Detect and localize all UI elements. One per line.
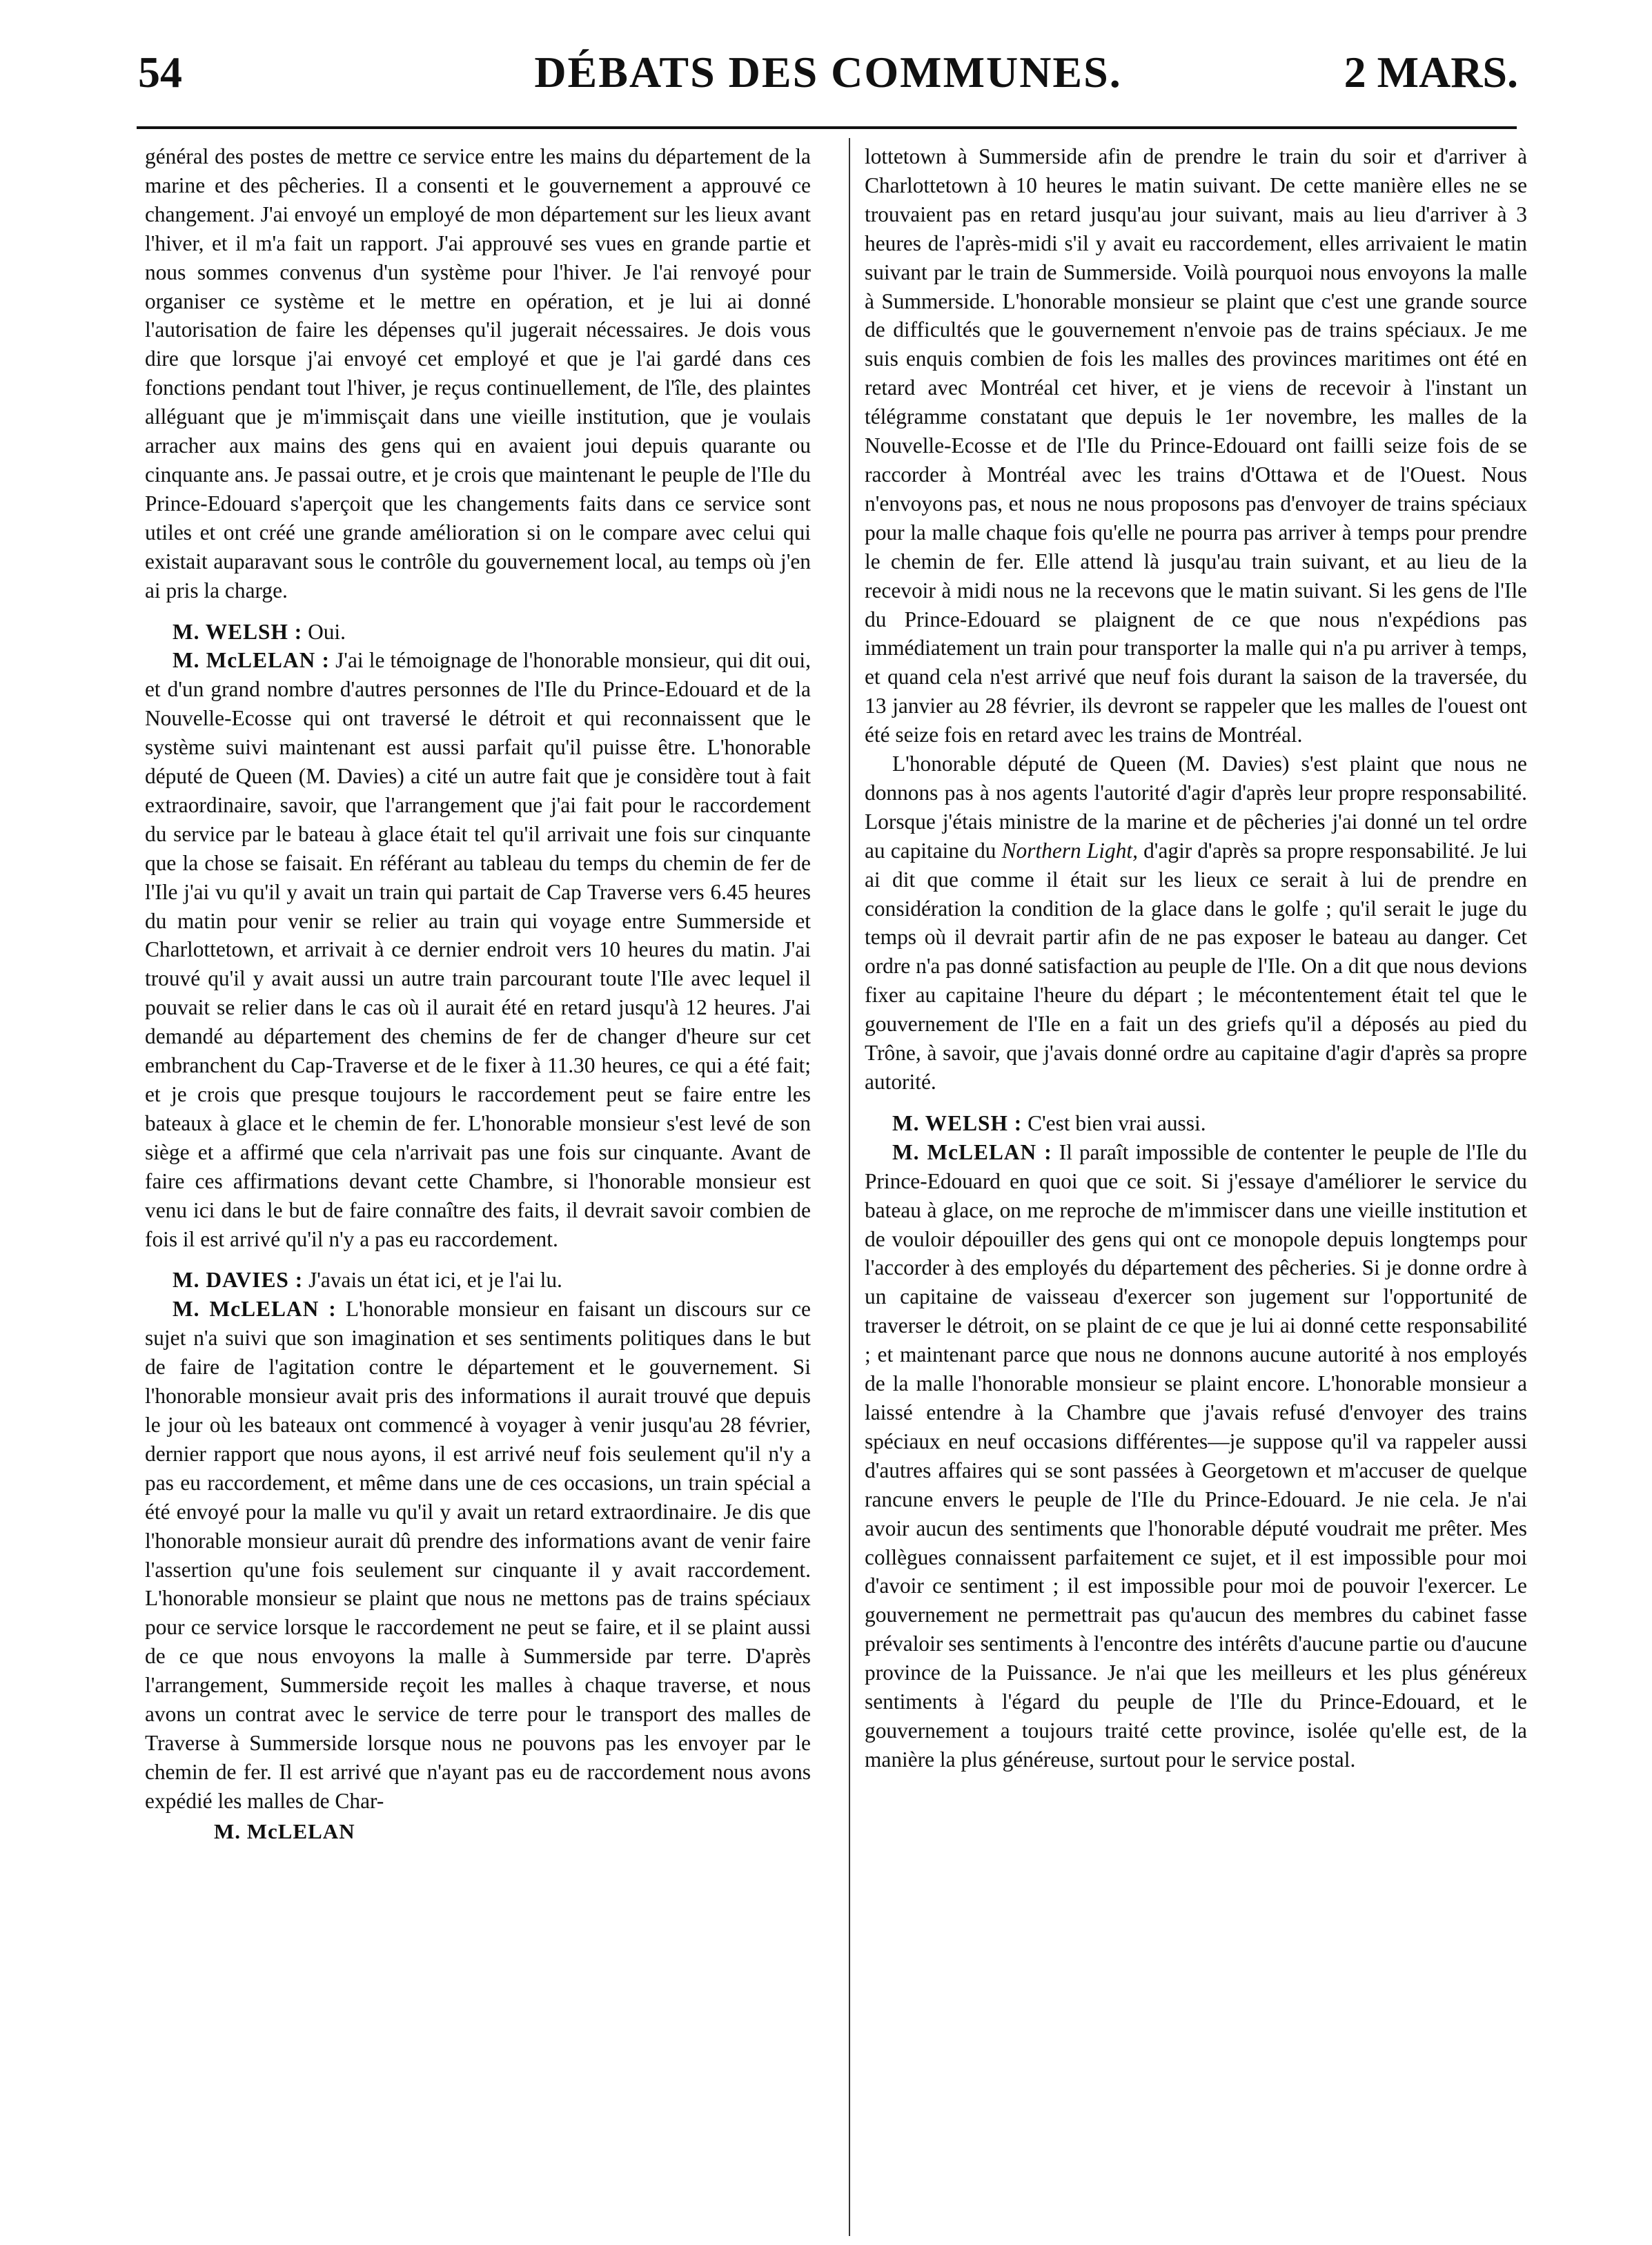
- speaker-name: M. McLELAN :: [173, 648, 330, 673]
- speech-text: J'avais un état ici, et je l'ai lu.: [308, 1268, 562, 1293]
- right-column: [865, 142, 1527, 1774]
- paragraph: [865, 1138, 1527, 1774]
- paragraph: général des postes de mettre ce service entre les mains du département de la marine et des pêcheries. Il a consenti et le gouvernement a approuvé ce changement. J'ai envoyé un employé de mon département sur les lieux avant l'hiver, et il m'a fait un rapport. J'ai approuvé ses vues en grande partie et nous sommes convenus d'un système pour l'hiver. Je l'ai renvoyé pour organiser ce système et le mettre en opération, et je lui ai donné l'autorisation de faire les dépenses qu'il jugerait nécessaires. Je dois vous dire que lorsque j'ai envoyé cet employé et que je l'ai gardé dans ces fonctions pendant tout l'hiver, je reçus continuellement, de l'île, des plaintes alléguant que je m'immisçait dans une vieille institution, que je voulais arracher aux mains des gens qui en avaient joui depuis quarante ou cinquante ans. Je passai outre, et je crois que maintenant le peuple de l'Ile du Prince-Edouard s'aperçoit que les changements faits dans ce service sont utiles et ont créé une grande amélioration si on le compare avec celui qui existait auparavant sous le contrôle du gouvernement local, au temps où j'en ai pris la charge.: [145, 144, 811, 602]
- page-number: 54: [138, 48, 182, 97]
- running-title: DÉBATS DES COMMUNES.: [534, 48, 1122, 97]
- paragraph-text: d'agir d'après sa propre responsabilité. Je lui ai dit que comme il était sur les lieux ce serait à lui de prendre en considération la condition de la glace dans le golfe ; qu'il serait le juge du temps où il devrait partir afin de ne pas exposer le bateau au danger. Cet ordre n'a pas donné satisfaction au peuple de l'Ile. On a dit que nous devions fixer au capitaine l'heure du départ ; le mécontentement était tel que le gouvernement de l'Ile en a fait un des griefs qu'il a déposés au pied du Trône, à savoir, que j'avais donné ordre au capitaine d'agir d'après sa propre autorité.: [865, 838, 1527, 1094]
- left-column: [145, 142, 811, 1846]
- paragraph: lottetown à Summerside afin de prendre le train du soir et d'arriver à Charlottetown à 10 heures le matin suivant. De cette manière elles ne se trouvaient pas en retard jusqu'au jour suivant, mais au lieu d'arriver à 3 heures de l'après-midi s'il y avait eu raccordement, elles arrivaient le matin suivant par le train de Summerside. Voilà pourquoi nous envoyons la malle à Summerside. L'honorable monsieur se plaint que c'est une grande source de difficultés que le gouvernement n'envoie pas de trains spéciaux. Je me suis enquis combien de fois les malles des provinces maritimes ont été en retard avec Montréal cet hiver, et je viens de recevoir à l'instant un télégramme constatant que depuis le 1er novembre, les malles de la Nouvelle-Ecosse et de l'Ile du Prince-Edouard ont failli seize fois de se raccorder à Montréal avec les trains d'Ottawa et de l'Ouest. Nous n'envoyons pas, et nous ne nous proposons pas d'envoyer de trains spéciaux pour la malle chaque fois qu'elle ne pourra pas arriver à temps pour prendre le chemin de fer. Elle attend là jusqu'au train suivant, et au lieu de la recevoir à midi nous ne la recevons que le matin suivant. Si les gens de l'Ile du Prince-Edouard se plaignent de ce que nous n'expédions pas immédiatement un train pour transporter la malle qui n'a pu arriver à temps, et quand cela n'est arrivé que neuf fois durant la saison de la traversée, du 13 janvier au 28 février, ils devront se rappeler que les malles de l'ouest ont été seize fois en retard avec les trains de Montréal.: [865, 144, 1527, 747]
- page-header: [138, 47, 1518, 104]
- speaker-name: M. McLELAN :: [173, 1297, 337, 1322]
- speech-text: Oui.: [308, 619, 346, 644]
- ship-name: Northern Light,: [1001, 838, 1138, 863]
- paragraph: [145, 1295, 811, 1815]
- speech-text: Il paraît impossible de contenter le peuple de l'Ile du Prince-Edouard en quoi que ce soit. Si j'essaye d'améliorer le service du bateau à glace, on me reproche de m'immiscer dans une vieille institution et de vouloir dépouiller des gens qui ont ce monopole depuis longtemps pour l'accorder à des employés du département des pêcheries. Si je donne ordre à un capitaine de vaisseau d'exercer son jugement sur l'opportunité de traverser le détroit, on se plaint de ce que je lui ai donné cette responsabilité ; et maintenant parce que nous ne donnons aucune autorité à nos employés de la malle l'honorable monsieur se plaint encore. L'honorable monsieur a laissé entendre à la Chambre que j'avais refusé d'envoyer des trains spéciaux en neuf occasions différentes—je suppose qu'il va rappeler aussi d'autres affaires qui se sont passées à Georgetown et m'accuser de quelque rancune envers le peuple de l'Ile du Prince-Edouard. Je nie cela. Je n'ai avoir aucun des sentiments que l'honorable député voudrait me prêter. Mes collègues connaissent parfaitement ce sujet, et il est impossible pour moi d'avoir ce sentiment ; il est impossible pour moi de pouvoir l'exercer. Le gouvernement ne permettrait pas qu'aucun des membres du cabinet fasse prévaloir ses sentiments à l'encontre des intérêts d'aucune partie ou d'aucune province de la Puissance. Je n'ai que les meilleurs et les plus généreux sentiments à l'égard du peuple de l'Ile du Prince-Edouard, et le gouvernement a toujours traité cette province, isolée qu'elle est, de la manière la plus généreuse, surtout pour le service postal.: [865, 1139, 1527, 1772]
- speech-text: C'est bien vrai aussi.: [1027, 1110, 1206, 1135]
- catchword: M. McLELAN: [214, 1818, 355, 1843]
- issue-date: 2 MARS.: [1344, 48, 1518, 97]
- paragraph: [865, 1109, 1527, 1138]
- column-divider: [849, 138, 850, 2236]
- speaker-name: M. McLELAN :: [892, 1139, 1052, 1164]
- speaker-name: M. WELSH :: [173, 619, 303, 644]
- speech-text: L'honorable monsieur en faisant un discours sur ce sujet n'a suivi que son imagination et ses sentiments politiques dans le but de faire de l'agitation contre le département et le gouvernement. Si l'honorable monsieur avait pris des informations il aurait trouvé que depuis le jour où les bateaux ont commencé à voyager à venir jusqu'au 28 février, dernier rapport que nous ayons, il est arrivé neuf fois seulement qu'il n'y a pas eu raccordement, et même dans une de ces occasions, un train spécial a été envoyé pour la malle vu qu'il y avait un retard extraordinaire. Je dis que l'honorable monsieur aurait dû prendre des informations avant de venir faire l'assertion qu'une fois seulement sur cinquante il y avait raccordement. L'honorable monsieur se plaint que nous ne mettons pas de trains spéciaux pour ce service lorsque le raccordement ne peut se faire, et il se plaint aussi de ce que nous envoyons la malle à Summerside par terre. D'après l'arrangement, Summerside reçoit les malles à chaque traverse, et nous avons un contrat avec le service de terre pour le transport des malles de Traverse à Summerside lorsque nous ne pouvons pas les envoyer par le chemin de fer. Il est arrivé que n'ayant pas eu de raccordement nous avons expédié les malles de Char-: [145, 1297, 811, 1813]
- paragraph: [145, 1266, 811, 1295]
- speaker-name: M. WELSH :: [892, 1110, 1023, 1135]
- paragraph: [145, 618, 811, 647]
- paragraph: [145, 646, 811, 1253]
- paragraph-text: L'honorable député de Queen (M. Davies) s'est plaint que nous ne donnons pas à nos agents l'autorité d'agir d'après leur propre responsabilité. Lorsque j'étais ministre de la marine et de pêcheries j'ai donné un tel ordre au capitaine du: [865, 752, 1527, 863]
- speaker-name: M. DAVIES :: [173, 1268, 304, 1293]
- paragraph: [865, 749, 1527, 1097]
- speech-text: J'ai le témoignage de l'honorable monsieur, qui dit oui, et d'un grand nombre d'autres personnes de l'Ile du Prince-Edouard et de la Nouvelle-Ecosse qui ont traversé le détroit et qui reconnaissent que le système suivi maintenant est aussi parfait qu'il puisse être. L'honorable député de Queen (M. Davies) a cité un autre fait que je considère tout à fait extraordinaire, savoir, que l'arrangement que j'ai fait pour le raccordement du service par le bateau à glace était tel qu'il arrivait une fois sur cinquante que la chose se faisait. En référant au tableau du temps du chemin de fer de l'Ile j'ai vu qu'il y avait un train qui partait de Cap Traverse vers 6.45 heures du matin pour venir se relier au train qui voyage entre Summerside et Charlottetown, et arrivait à ce dernier endroit vers 10 heures du matin. J'ai trouvé qu'il y avait aussi un autre train parcourant toute l'Ile avec lequel il pouvait se relier dans le cas où il aurait été en retard jusqu'à 12 heures. J'ai demandé au département des chemins de fer de changer d'heure sur cet embranchent du Cap-Traverse et de le fixer à 11.30 heures, ce qui a été fait; et je crois que presque toujours le raccordement peut se faire entre les bateaux à glace et le chemin de fer. L'honorable monsieur s'est levé de son siège et a affirmé que cela n'arrivait pas une fois sur cinquante. Avant de faire ces affirmations devant cette Chambre, si l'honorable monsieur est venu ici dans le but de faire connaître des faits, il devrait savoir combien de fois il est arrivé qu'il n'y a pas eu raccordement.: [145, 648, 811, 1251]
- header-rule: [137, 126, 1517, 129]
